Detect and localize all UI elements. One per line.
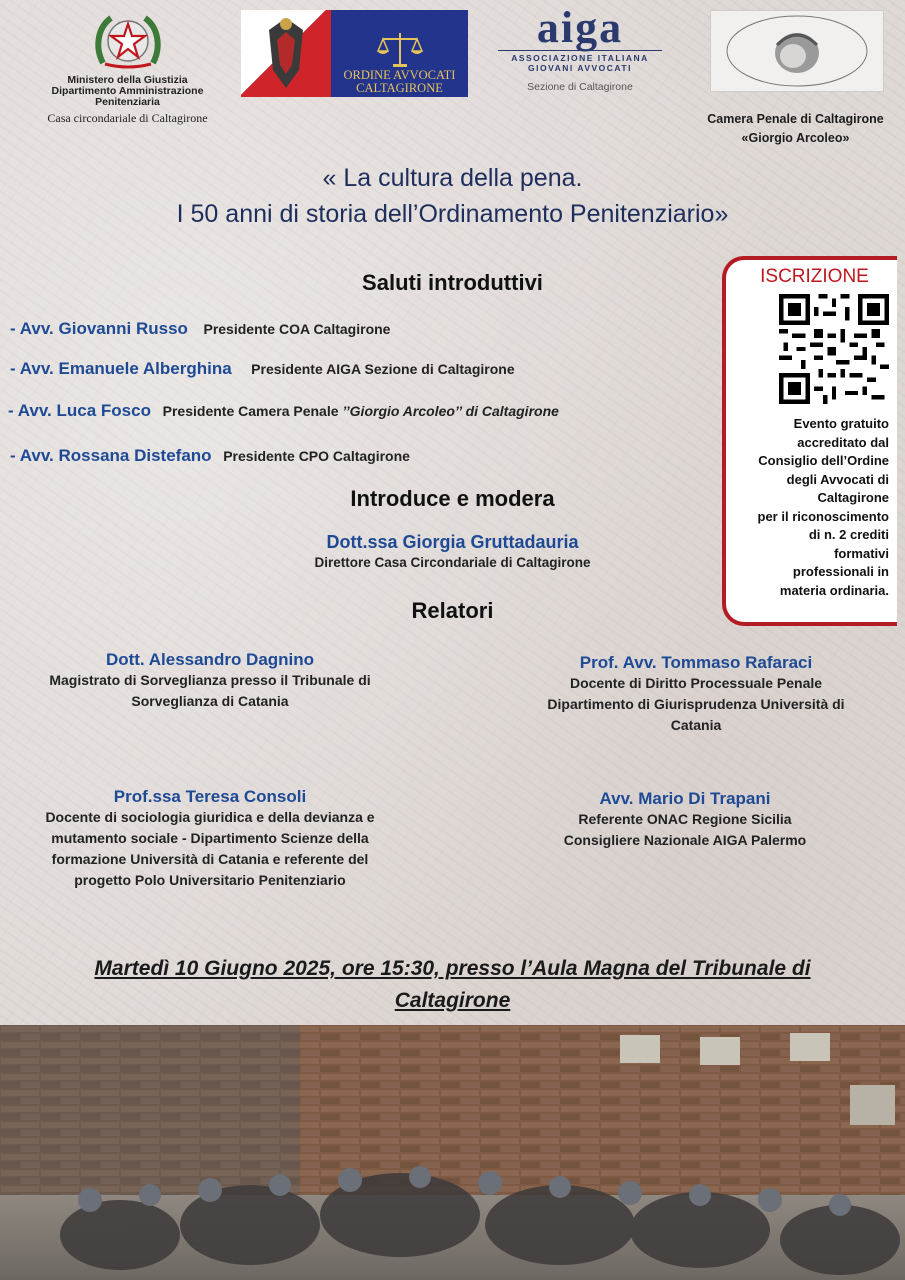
ordine-label: CALTAGIRONE xyxy=(356,81,443,95)
ministero-logo xyxy=(20,8,235,126)
relatore-card xyxy=(500,653,892,736)
relatore-card xyxy=(10,650,410,712)
speaker-name: Avv. Rossana Distefano xyxy=(19,446,212,465)
greeting-row xyxy=(8,401,559,421)
greeting-row xyxy=(10,446,410,466)
saluti-heading: Saluti introduttivi xyxy=(362,270,543,295)
speaker-role: Presidente AIGA Sezione di Caltagirone xyxy=(251,361,515,377)
relatore-desc: Catania xyxy=(670,717,722,733)
event-line: Caltagirone xyxy=(394,989,511,1012)
event-date-location xyxy=(0,953,905,1017)
relatore-desc: Consigliere Nazionale AIGA Palermo xyxy=(563,832,807,848)
speaker-name: Avv. Luca Fosco xyxy=(17,401,151,420)
greeting-row xyxy=(10,359,515,379)
aiga-wordmark: aiga xyxy=(536,3,624,52)
seal-portrait-icon xyxy=(711,11,883,91)
camera-penale-seal xyxy=(710,10,884,92)
moderator-heading: Introduce e modera xyxy=(350,486,555,511)
iscrizione-text xyxy=(726,415,889,600)
iscrizione-box xyxy=(722,256,897,626)
iscrizione-line: formativi xyxy=(834,545,889,561)
ministero-line: Dipartimento Amministrazione xyxy=(51,85,204,97)
ministero-line: Penitenziaria xyxy=(95,96,160,108)
speaker-role: Presidente Camera Penale xyxy=(162,403,343,419)
speaker-name: Avv. Giovanni Russo xyxy=(19,319,188,338)
aiga-sezione: Sezione di Caltagirone xyxy=(527,81,633,93)
greeting-prefix: - xyxy=(10,446,20,465)
event-line: Martedì 10 Giugno 2025, ore 15:30, presso l’Aula Magna del Tribunale di xyxy=(94,957,811,980)
speaker-role: Presidente COA Caltagirone xyxy=(203,321,391,337)
relatore-desc: Dipartimento di Giurisprudenza Università di xyxy=(547,696,845,712)
greeting-prefix: - xyxy=(10,319,20,338)
speaker-name: Avv. Emanuele Alberghina xyxy=(19,359,232,378)
relatore-desc: Referente ONAC Regione Sicilia xyxy=(578,811,792,827)
aiga-subtitle: ASSOCIAZIONE ITALIANA xyxy=(498,50,662,63)
casa-circondariale-label: Casa circondariale di Caltagirone xyxy=(47,111,208,125)
title-line: I 50 anni di storia dell’Ordinamento Penitenziario» xyxy=(176,200,729,228)
ordine-label: ORDINE AVVOCATI xyxy=(343,68,456,82)
relatore-card xyxy=(500,789,870,851)
iscrizione-heading: ISCRIZIONE xyxy=(760,266,869,287)
italian-emblem-icon xyxy=(93,8,163,70)
camera-penale-name: Camera Penale di Caltagirone xyxy=(707,112,884,126)
iscrizione-line: per il riconoscimento xyxy=(757,508,889,524)
title-line: « La cultura della pena. xyxy=(322,164,583,192)
ministero-line: Ministero della Giustizia xyxy=(67,74,188,86)
camera-penale-subtitle: «Giorgio Arcoleo» xyxy=(741,131,850,145)
relatore-name: Avv. Mario Di Trapani xyxy=(599,789,771,808)
relatore-desc: Magistrato di Sorveglianza presso il Tribunale di xyxy=(49,672,371,688)
scales-of-justice-icon xyxy=(375,29,425,69)
ordine-avvocati-logo xyxy=(241,10,468,97)
iscrizione-line: di n. 2 crediti xyxy=(808,527,889,542)
relatore-name: Prof. Avv. Tommaso Rafaraci xyxy=(579,653,813,672)
iscrizione-line: degli Avvocati di xyxy=(786,471,889,487)
relatore-card xyxy=(10,787,410,891)
greeting-prefix: - xyxy=(8,401,18,420)
ordine-crest-icon xyxy=(241,10,331,97)
iscrizione-line: Consiglio dell’Ordine xyxy=(758,453,889,468)
relatore-desc: mutamento sociale - Dipartimento Scienze della xyxy=(51,830,369,846)
aiga-subtitle: GIOVANI AVVOCATI xyxy=(528,63,632,73)
iscrizione-line: accreditato dal xyxy=(797,434,889,450)
qr-code-icon[interactable] xyxy=(779,294,889,404)
relatore-desc: Sorveglianza di Catania xyxy=(131,693,289,709)
event-title xyxy=(0,160,905,232)
iscrizione-line: professionali in xyxy=(792,564,889,579)
iscrizione-line: Caltagirone xyxy=(817,490,889,505)
prison-courtyard-painting xyxy=(0,1025,905,1280)
relatore-desc: Docente di sociologia giuridica e della devianza e xyxy=(45,809,375,825)
relatore-name: Prof.ssa Teresa Consoli xyxy=(113,787,307,806)
greeting-row xyxy=(10,319,390,339)
relatore-desc: progetto Polo Universitario Penitenziario xyxy=(74,872,346,888)
camera-penale-caption xyxy=(688,110,903,148)
iscrizione-line: materia ordinaria. xyxy=(779,582,889,598)
aiga-logo xyxy=(490,3,670,93)
iscrizione-line: Evento gratuito xyxy=(793,416,889,431)
greeting-prefix: - xyxy=(10,359,20,378)
speaker-role: Presidente CPO Caltagirone xyxy=(223,448,410,464)
relatore-name: Dott. Alessandro Dagnino xyxy=(105,650,315,669)
moderator-name: Dott.ssa Giorgia Gruttadauria xyxy=(326,532,579,552)
moderator-role: Direttore Casa Circondariale di Caltagirone xyxy=(314,555,591,570)
relatori-heading: Relatori xyxy=(411,598,494,623)
painting-image xyxy=(0,1025,905,1280)
relatore-desc: formazione Università di Catania e referente del xyxy=(51,851,369,867)
relatore-desc: Docente di Diritto Processuale Penale xyxy=(569,675,823,691)
speaker-role-italic: ’’Giorgio Arcoleo’’ di Caltagirone xyxy=(342,403,559,419)
